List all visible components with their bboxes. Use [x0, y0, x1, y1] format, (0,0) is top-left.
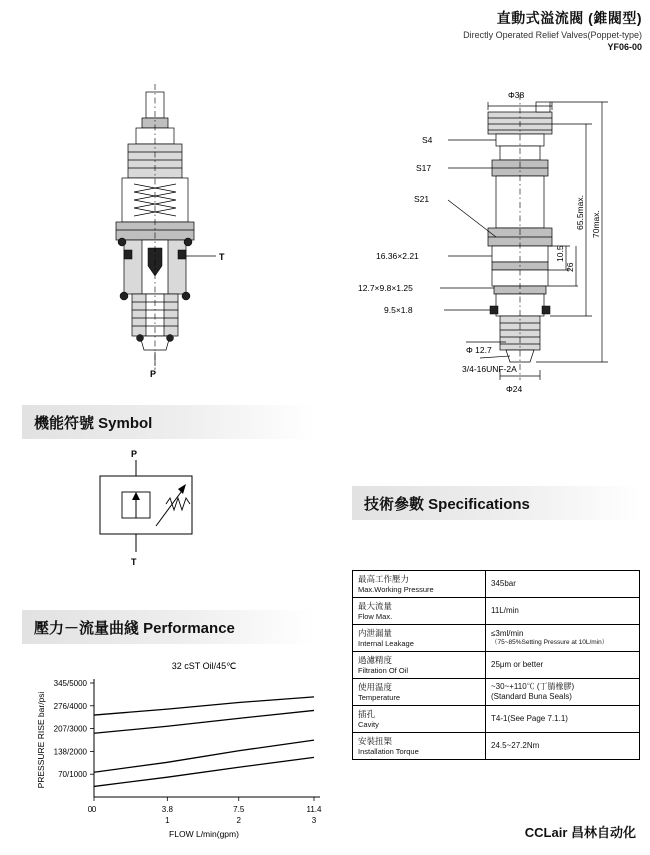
table-row — [353, 625, 640, 652]
symbol-port-T: T — [131, 557, 137, 567]
port-label-T: T — [219, 252, 225, 262]
document-header — [463, 8, 642, 52]
chart-series-curve-2 — [94, 740, 314, 772]
chart-x-tick-label: 0 — [91, 805, 97, 814]
header-title-cn: 直動式溢流閥 (錐閥型) — [496, 10, 642, 26]
dim-s4: S4 — [422, 135, 433, 145]
chart-series-curve-4 — [94, 697, 314, 715]
chart-x-tick-label: 7.5 — [233, 805, 245, 814]
spec-label-cn: 過濾精度 — [358, 655, 393, 665]
footer-brand: CCLair 昌林自动化 — [524, 825, 636, 840]
section-symbol-title: 機能符號 Symbol — [34, 414, 153, 432]
spec-value: 25μm or better — [491, 660, 544, 669]
table-row — [353, 706, 640, 733]
cross-section-drawing — [70, 80, 300, 380]
chart-y-tick-label: 276/4000 — [53, 701, 87, 711]
spec-value: ≤3ml/min — [491, 628, 524, 638]
table-row — [353, 679, 640, 706]
spec-label-en: Max.Working Pressure — [358, 584, 434, 594]
header-title-en: Directly Operated Relief Valves(Poppet-type) — [463, 30, 642, 40]
spec-value: 24.5~27.2Nm — [491, 741, 540, 750]
spec-label-en: Installation Torque — [358, 746, 419, 756]
section-symbol-header — [22, 405, 314, 439]
header-code: YF06-00 — [607, 42, 642, 52]
dim-d24: Φ24 — [506, 384, 523, 394]
spec-value: 11L/min — [491, 606, 519, 615]
table-row — [353, 733, 640, 760]
table-row — [353, 571, 640, 598]
spec-label-cn: 使用温度 — [358, 682, 393, 692]
spec-label-cn: 最大流量 — [358, 601, 393, 611]
spec-value: T4-1(See Page 7.1.1) — [491, 714, 568, 723]
dimension-drawing — [340, 80, 640, 420]
chart-series-curve-3 — [94, 710, 314, 733]
symbol-diagram — [70, 448, 260, 583]
spec-label-cn: 安裝扭榘 — [358, 736, 393, 746]
chart-y-tick-label: 345/5000 — [53, 679, 87, 688]
table-row — [353, 652, 640, 679]
dim-oring-1: 16.36×2.21 — [376, 251, 419, 261]
section-performance-header — [22, 610, 314, 644]
section-performance-title: 壓力－流量曲綫 Performance — [34, 619, 235, 637]
symbol-port-P: P — [131, 449, 138, 459]
spec-label-cn: 内泄漏量 — [358, 628, 393, 638]
spec-value: ~30~+110℃ (丁腈橡膠) — [491, 682, 575, 691]
chart-y-tick-label: 70/1000 — [58, 770, 87, 780]
spec-label-en: Temperature — [358, 692, 401, 702]
spec-label-cn: 最高工作壓力 — [358, 574, 410, 584]
spec-value: 345bar — [491, 579, 516, 588]
chart-x-tick-label: 3.8 — [161, 805, 173, 814]
dim-70max: 70max. — [591, 210, 601, 238]
dim-d38: Φ38 — [508, 90, 525, 100]
spec-value-note: (Standard Buna Seals) — [491, 692, 572, 701]
port-label-P: P — [150, 369, 157, 379]
chart-x-tick-sublabel: 2 — [236, 816, 241, 825]
dim-oring-2: 12.7×9.8×1.25 — [358, 283, 413, 293]
performance-chart — [22, 655, 332, 845]
chart-x-tick-sublabel: 3 — [311, 816, 317, 825]
section-specs-title: 技術參數 Specifications — [364, 495, 530, 513]
chart-y-tick-label: 207/3000 — [53, 724, 87, 734]
dim-s21: S21 — [414, 194, 430, 204]
dim-s17: S17 — [416, 163, 432, 173]
chart-x-axis-label: FLOW L/min(gpm) — [169, 829, 239, 839]
chart-series-curve-1 — [94, 757, 314, 786]
spec-label-en: Internal Leakage — [358, 638, 414, 648]
chart-title: 32 cST Oil/45℃ — [171, 661, 237, 671]
section-specs-header — [352, 486, 640, 520]
dim-655max: 65.5max. — [575, 195, 585, 230]
dim-105: 10.5 — [555, 245, 565, 262]
dim-oring-3: 9.5×1.8 — [384, 305, 413, 315]
spec-label-en: Cavity — [358, 719, 379, 729]
dim-d127: Φ 12.7 — [466, 345, 492, 355]
spec-label-en: Flow Max. — [358, 611, 393, 621]
table-row — [353, 598, 640, 625]
spec-value-note: （75~85%Setting Pressure at 10L/min） — [491, 638, 609, 646]
spec-label-en: Filtration Of Oil — [358, 665, 409, 675]
chart-y-tick-label: 138/2000 — [53, 747, 87, 757]
spec-label-cn: 插孔 — [358, 709, 376, 719]
chart-x-tick-label: 11.4 — [306, 805, 322, 814]
chart-x-tick-sublabel: 1 — [165, 816, 170, 825]
dim-thread: 3/4-16UNF-2A — [462, 364, 517, 374]
chart-origin-label: 0 — [87, 805, 93, 814]
dim-26: 26 — [565, 262, 575, 272]
chart-y-axis-label: PRESSURE RISE bar/psi — [36, 691, 46, 789]
specifications-table — [352, 570, 640, 760]
